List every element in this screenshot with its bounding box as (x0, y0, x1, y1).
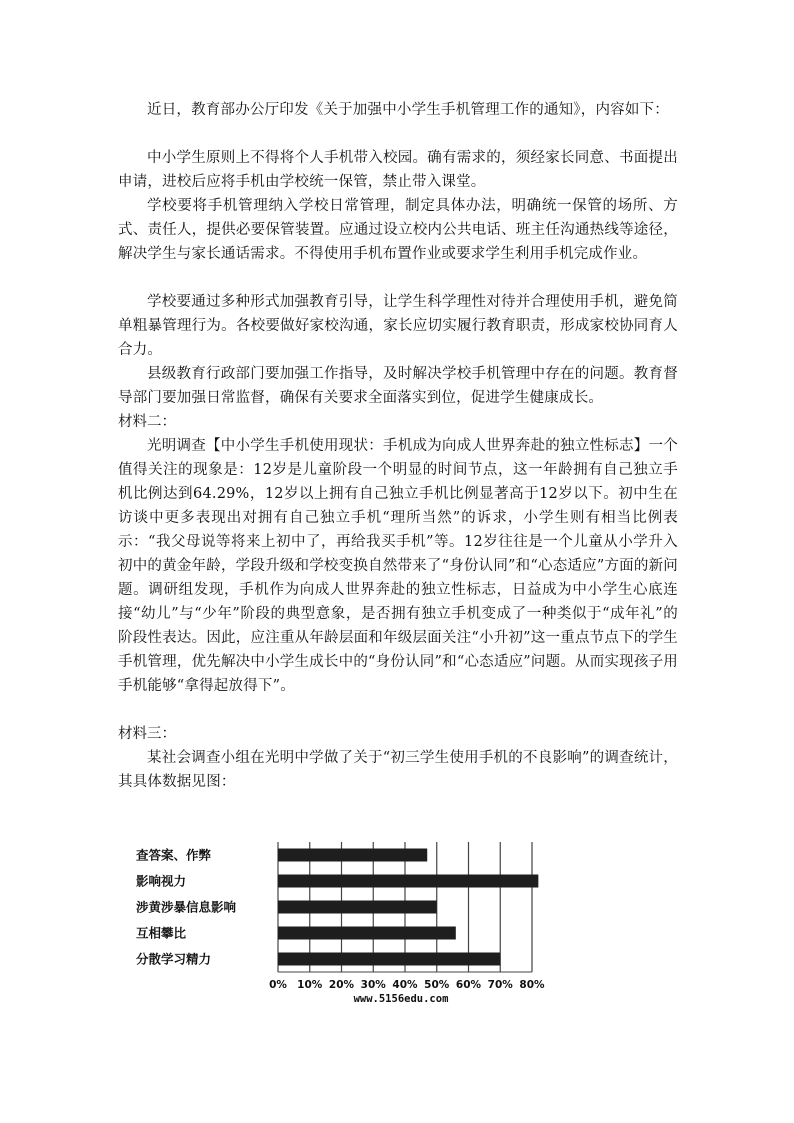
x-tick-label: 50% (424, 979, 450, 991)
x-tick-label: 40% (392, 979, 418, 991)
material-two-label: 材料二： (118, 414, 176, 430)
x-tick-label: 0% (269, 979, 287, 991)
category-label: 影响视力 (136, 873, 187, 889)
bar (278, 927, 456, 940)
material-three-label: 材料三： (118, 726, 176, 742)
category-label: 涉黄涉暴信息影响 (136, 899, 237, 915)
x-tick-label: 10% (297, 979, 323, 991)
bar (278, 849, 427, 862)
category-label: 查答案、作弊 (136, 847, 212, 863)
paragraph-rule-4: 县级教育行政部门要加强工作指导，及时解决学校手机管理中存在的问题。教育督导部门要加强日常监督，确保有关要求全面落实到位，促进学生健康成长。 (118, 366, 678, 406)
bar-chart (128, 838, 558, 1008)
bar (278, 875, 538, 888)
bar (278, 901, 437, 914)
category-label: 分散学习精力 (136, 951, 212, 967)
watermark-text: www.5156edu.com (353, 993, 449, 1005)
paragraph-material-two: 光明调查【中小学生手机使用现状：手机成为向成人世界奔赴的独立性标志】一个值得关注的现象是：12岁是儿童阶段一个明显的时间节点，这一年龄拥有自己独立手机比例达到64.29%，12岁以上拥有自己独立手机比例显著高于12岁以下。初中生在访谈中更多表现出对拥有自己独立手机“理所当然”的诉求，小学生则有相当比例表示：“我父母说等将来上初中了，再给我买手机”等。12岁往往是一个儿童从小学升入初中的黄金年龄，学段升级和学校变换自然带来了“身份认同”和“心态适应”方面的新问题。调研组发现，手机作为向成人世界奔赴的独立性标志，日益成为中小学生心底连接“幼儿”与“少年”阶段的典型意象，是否拥有独立手机变成了一种类似于“成年礼”的阶段性表达。因此，应注重从年龄层面和年级层面关注“小升初”这一重点节点下的学生手机管理，优先解决中小学生成长中的“身份认同”和“心态适应”问题。从而实现孩子用手机能够“拿得起放得下”。 (118, 438, 678, 694)
paragraph-material-three: 某社会调查小组在光明中学做了关于“初三学生使用手机的不良影响”的调查统计，其具体数据见图： (118, 750, 678, 790)
x-tick-label: 70% (487, 979, 513, 991)
paragraph-rule-3: 学校要通过多种形式加强教育引导，让学生科学理性对待并合理使用手机，避免简单粗暴管理行为。各校要做好家校沟通，家长应切实履行教育职责，形成家校协同育人合力。 (118, 294, 678, 358)
x-tick-label: 20% (328, 979, 355, 991)
bar (278, 953, 500, 966)
x-tick-label: 80% (519, 979, 545, 991)
x-tick-label: 60% (455, 979, 482, 991)
paragraph-rule-2: 学校要将手机管理纳入学校日常管理，制定具体办法，明确统一保管的场所、方式、责任人，提供必要保管装置。应通过设立校内公共电话、班主任沟通热线等途径，解决学生与家长通话需求。不得使用手机布置作业或要求学生利用手机完成作业。 (118, 198, 678, 262)
category-label: 互相攀比 (136, 925, 187, 941)
x-tick-label: 30% (360, 979, 386, 991)
paragraph-intro: 近日，教育部办公厅印发《关于加强中小学生手机管理工作的通知》，内容如下： (147, 102, 669, 118)
paragraph-rule-1: 中小学生原则上不得将个人手机带入校园。确有需求的，须经家长同意、书面提出申请，进校后应将手机由学校统一保管，禁止带入课堂。 (118, 150, 678, 190)
